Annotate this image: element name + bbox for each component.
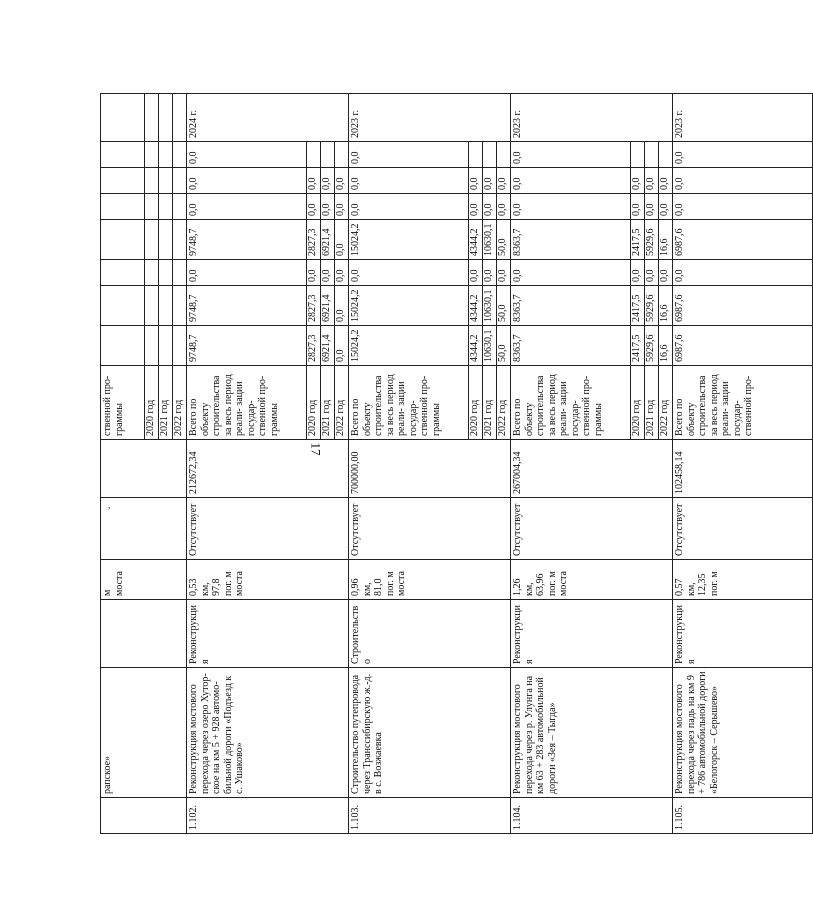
cell-value: 0,0	[645, 168, 659, 194]
cell-value: 0,0	[497, 260, 511, 286]
cell-blank	[335, 142, 349, 168]
cell-value: 0,0	[511, 168, 631, 194]
cell-value: 0,0	[469, 260, 483, 286]
cell-blank	[173, 142, 187, 168]
cell-value: 10630,1	[483, 286, 497, 326]
cell-value: 0,0	[335, 168, 349, 194]
cell-value: 0,0	[511, 194, 631, 220]
cell-value: 0,0	[349, 168, 469, 194]
cell-value: 0,0	[659, 260, 673, 286]
cell-term: 2023 г.	[511, 94, 673, 142]
cell-value: 10630,1	[483, 326, 497, 366]
cell-blank	[159, 168, 173, 194]
cell-value: 2827,3	[307, 220, 321, 260]
cell-value: 0,0	[307, 194, 321, 220]
cell-cost: 267004,34	[511, 440, 673, 498]
cell-value: 0,0	[483, 194, 497, 220]
cell-value: 0,0	[335, 286, 349, 326]
cell-value: 0,0	[483, 168, 497, 194]
cell-year: 2020 год	[145, 366, 159, 440]
cell-value: 6987,6	[673, 326, 813, 366]
cell-object-name: Реконструкция мостового перехода через падь на км 9 + 786 автомобильной дороги «Белогорск – Серышево»	[673, 668, 813, 798]
cell-value: 0,0	[673, 168, 813, 194]
cell-value: 0,0	[321, 260, 335, 286]
cell-blank	[173, 220, 187, 260]
table-row-continuation	[101, 94, 145, 834]
cell-value: 0,0	[187, 194, 307, 220]
page-number: 17	[308, 442, 324, 456]
stray-mark: ,	[108, 500, 111, 510]
cell-blank	[321, 142, 335, 168]
cell-year: 2021 год	[645, 366, 659, 440]
cell-value: 0,0	[349, 260, 469, 286]
cell-value: 5929,6	[645, 220, 659, 260]
cell-value: 0,0	[469, 194, 483, 220]
cell-cost: 102458,14	[673, 440, 813, 498]
cell-value: 0,0	[187, 142, 307, 168]
cell-cost: 212672,34	[187, 440, 349, 498]
cell-work-type: Реконструкция	[187, 600, 349, 668]
cell-value: 9748,7	[187, 286, 307, 326]
cell-value: 0,0	[307, 260, 321, 286]
cell-value: 0,0	[631, 260, 645, 286]
cell-expertise: Отсутствует	[187, 498, 349, 560]
cell-blank	[159, 94, 173, 142]
cell-value: 10630,1	[483, 220, 497, 260]
table-body	[101, 94, 813, 834]
cell-value: 0,0	[321, 194, 335, 220]
cell-value: 0,0	[511, 142, 631, 168]
cell-value: 4344,2	[469, 286, 483, 326]
cell-value: 6987,6	[673, 286, 813, 326]
cell-object-name: Реконструкция мостового перехода через р. Улунга на км 63 + 283 автомобильной дороги «Зея – Тыгда»	[511, 668, 673, 798]
cell-blank	[159, 142, 173, 168]
cell-value: 0,0	[335, 194, 349, 220]
cell-year: 2022 год	[335, 366, 349, 440]
cell-blank	[173, 194, 187, 220]
table-row-object	[349, 94, 469, 834]
cell-blank	[159, 194, 173, 220]
cell-blank	[173, 326, 187, 366]
cell-value: 0,0	[631, 194, 645, 220]
cell-object-name: рапское»	[101, 668, 187, 798]
cell-blank	[101, 94, 145, 142]
cell-blank	[173, 168, 187, 194]
cell-value: 0,0	[307, 168, 321, 194]
cell-value: 9748,7	[187, 220, 307, 260]
cell-value: 0,0	[335, 260, 349, 286]
cell-value: 0,0	[497, 194, 511, 220]
cell-value: 16,6	[659, 286, 673, 326]
cell-blank	[145, 94, 159, 142]
cell-work-type: Реконструкция	[673, 600, 813, 668]
cell-blank	[173, 286, 187, 326]
cell-blank	[101, 260, 145, 286]
cell-blank	[173, 94, 187, 142]
cell-value: 15024,2	[349, 326, 469, 366]
cell-blank	[645, 142, 659, 168]
cell-blank	[145, 168, 159, 194]
cell-value: 0,0	[335, 220, 349, 260]
table-row-object	[187, 94, 307, 834]
cell-value: 0,0	[335, 326, 349, 366]
cell-blank	[159, 326, 173, 366]
cell-num	[101, 798, 187, 834]
cell-value: 8363,7	[511, 326, 631, 366]
cell-year: 2020 год	[631, 366, 645, 440]
cell-blank	[145, 326, 159, 366]
cell-value: 0,0	[673, 194, 813, 220]
cell-object-name: Строительство путепровода через Транссибирскую ж.-д. в с. Возжаевка	[349, 668, 511, 798]
cell-blank	[101, 142, 145, 168]
cell-value: 50,0	[497, 326, 511, 366]
cell-num: 1.103.	[349, 798, 511, 834]
cell-blank	[159, 220, 173, 260]
cell-value: 0,0	[511, 260, 631, 286]
cell-year: 2021 год	[159, 366, 173, 440]
cell-blank	[101, 194, 145, 220]
cell-value: 0,0	[349, 142, 469, 168]
cell-blank	[145, 220, 159, 260]
cell-year: 2022 год	[659, 366, 673, 440]
cell-value: 0,0	[469, 168, 483, 194]
cell-capacity: м моста	[101, 560, 187, 600]
table-row-object	[511, 94, 631, 834]
cell-value: 0,0	[497, 168, 511, 194]
cell-capacity: 0,96 км, 81,0 пог. м моста	[349, 560, 511, 600]
cell-num: 1.105.	[673, 798, 813, 834]
cell-value: 5929,6	[645, 286, 659, 326]
cell-capacity: 0,53 км, 97,8 пог. м моста	[187, 560, 349, 600]
cell-blank	[659, 142, 673, 168]
cell-blank	[631, 142, 645, 168]
cell-work-type	[101, 600, 187, 668]
cell-value: 0,0	[187, 168, 307, 194]
cell-blank	[307, 142, 321, 168]
cell-blank	[101, 168, 145, 194]
cell-value: 2417,5	[631, 286, 645, 326]
cell-term: 2023 г.	[673, 94, 813, 142]
cell-value: 6921,4	[321, 326, 335, 366]
cell-blank	[483, 142, 497, 168]
cell-value: 0,0	[483, 260, 497, 286]
cell-blank	[469, 142, 483, 168]
cell-capacity: 1,26 км, 63,96 пог. м моста	[511, 560, 673, 600]
program-table	[100, 93, 813, 834]
cell-capacity: 0,57 км, 12,35 пог. м	[673, 560, 813, 600]
cell-year: 2021 год	[321, 366, 335, 440]
cell-value: 6987,6	[673, 220, 813, 260]
cell-value: 0,0	[673, 260, 813, 286]
cell-total-label: ственной про- граммы	[101, 366, 145, 440]
cell-expertise: Отсутствует	[673, 498, 813, 560]
cell-value: 8363,7	[511, 220, 631, 260]
cell-value: 0,0	[321, 168, 335, 194]
cell-blank	[101, 326, 145, 366]
cell-blank	[173, 260, 187, 286]
cell-year: 2022 год	[173, 366, 187, 440]
cell-num: 1.104.	[511, 798, 673, 834]
cell-total-label: Всего по объекту строительства за весь период реали- зации государ- ственной про- граммы	[349, 366, 469, 440]
cell-value: 50,0	[497, 220, 511, 260]
cell-total-label: Всего по объекту строительства за весь период реали- зации государ- ственной про- граммы	[187, 366, 307, 440]
cell-value: 9748,7	[187, 326, 307, 366]
cell-expertise: Отсутствует	[511, 498, 673, 560]
cell-num: 1.102.	[187, 798, 349, 834]
cell-term: 2024 г.	[187, 94, 349, 142]
cell-value: 50,0	[497, 286, 511, 326]
cell-cost: 700000,00	[349, 440, 511, 498]
cell-value: 2827,3	[307, 326, 321, 366]
cell-work-type: Строительство	[349, 600, 511, 668]
cell-total-label: Всего по объекту строительства за весь период реали- зации государ- ственной про- граммы	[511, 366, 631, 440]
cell-blank	[159, 260, 173, 286]
cell-value: 0,0	[645, 194, 659, 220]
cell-blank	[101, 286, 145, 326]
cell-year: 2022 год	[497, 366, 511, 440]
cell-blank	[145, 142, 159, 168]
cell-value: 0,0	[349, 194, 469, 220]
cell-value: 4344,2	[469, 220, 483, 260]
cell-total-label: Всего по объекту строительства за весь период реали- зации государ- ственной про-	[673, 366, 813, 440]
cell-value: 15024,2	[349, 220, 469, 260]
cell-value: 0,0	[659, 194, 673, 220]
cell-work-type: Реконструкция	[511, 600, 673, 668]
cell-value: 2417,5	[631, 326, 645, 366]
cell-expertise: Отсутствует	[349, 498, 511, 560]
cell-value: 6921,4	[321, 286, 335, 326]
cell-value: 5929,6	[645, 326, 659, 366]
cell-value: 0,0	[645, 260, 659, 286]
cell-value: 16,6	[659, 326, 673, 366]
cell-value: 0,0	[673, 142, 813, 168]
cell-expertise	[101, 498, 187, 560]
cell-year: 2021 год	[483, 366, 497, 440]
cell-value: 2827,3	[307, 286, 321, 326]
cell-year: 2020 год	[307, 366, 321, 440]
cell-blank	[101, 220, 145, 260]
rotated-page-content	[100, 94, 754, 834]
cell-year: 2020 год	[469, 366, 483, 440]
cell-value: 0,0	[659, 168, 673, 194]
cell-value: 2417,5	[631, 220, 645, 260]
cell-object-name: Реконструкция мостового перехода через озеро Хутор- ское на км 5 + 928 автомо- бильной дороги «Подъезд к с. Ушаково»	[187, 668, 349, 798]
cell-cost	[101, 440, 187, 498]
cell-blank	[145, 286, 159, 326]
cell-value: 15024,2	[349, 286, 469, 326]
cell-blank	[145, 260, 159, 286]
cell-value: 0,0	[631, 168, 645, 194]
cell-value: 8363,7	[511, 286, 631, 326]
cell-blank	[145, 194, 159, 220]
cell-value: 16,6	[659, 220, 673, 260]
cell-value: 6921,4	[321, 220, 335, 260]
cell-value: 0,0	[187, 260, 307, 286]
cell-term: 2023 г.	[349, 94, 511, 142]
cell-value: 4344,2	[469, 326, 483, 366]
cell-blank	[159, 286, 173, 326]
cell-blank	[497, 142, 511, 168]
table-row-object	[673, 94, 813, 834]
